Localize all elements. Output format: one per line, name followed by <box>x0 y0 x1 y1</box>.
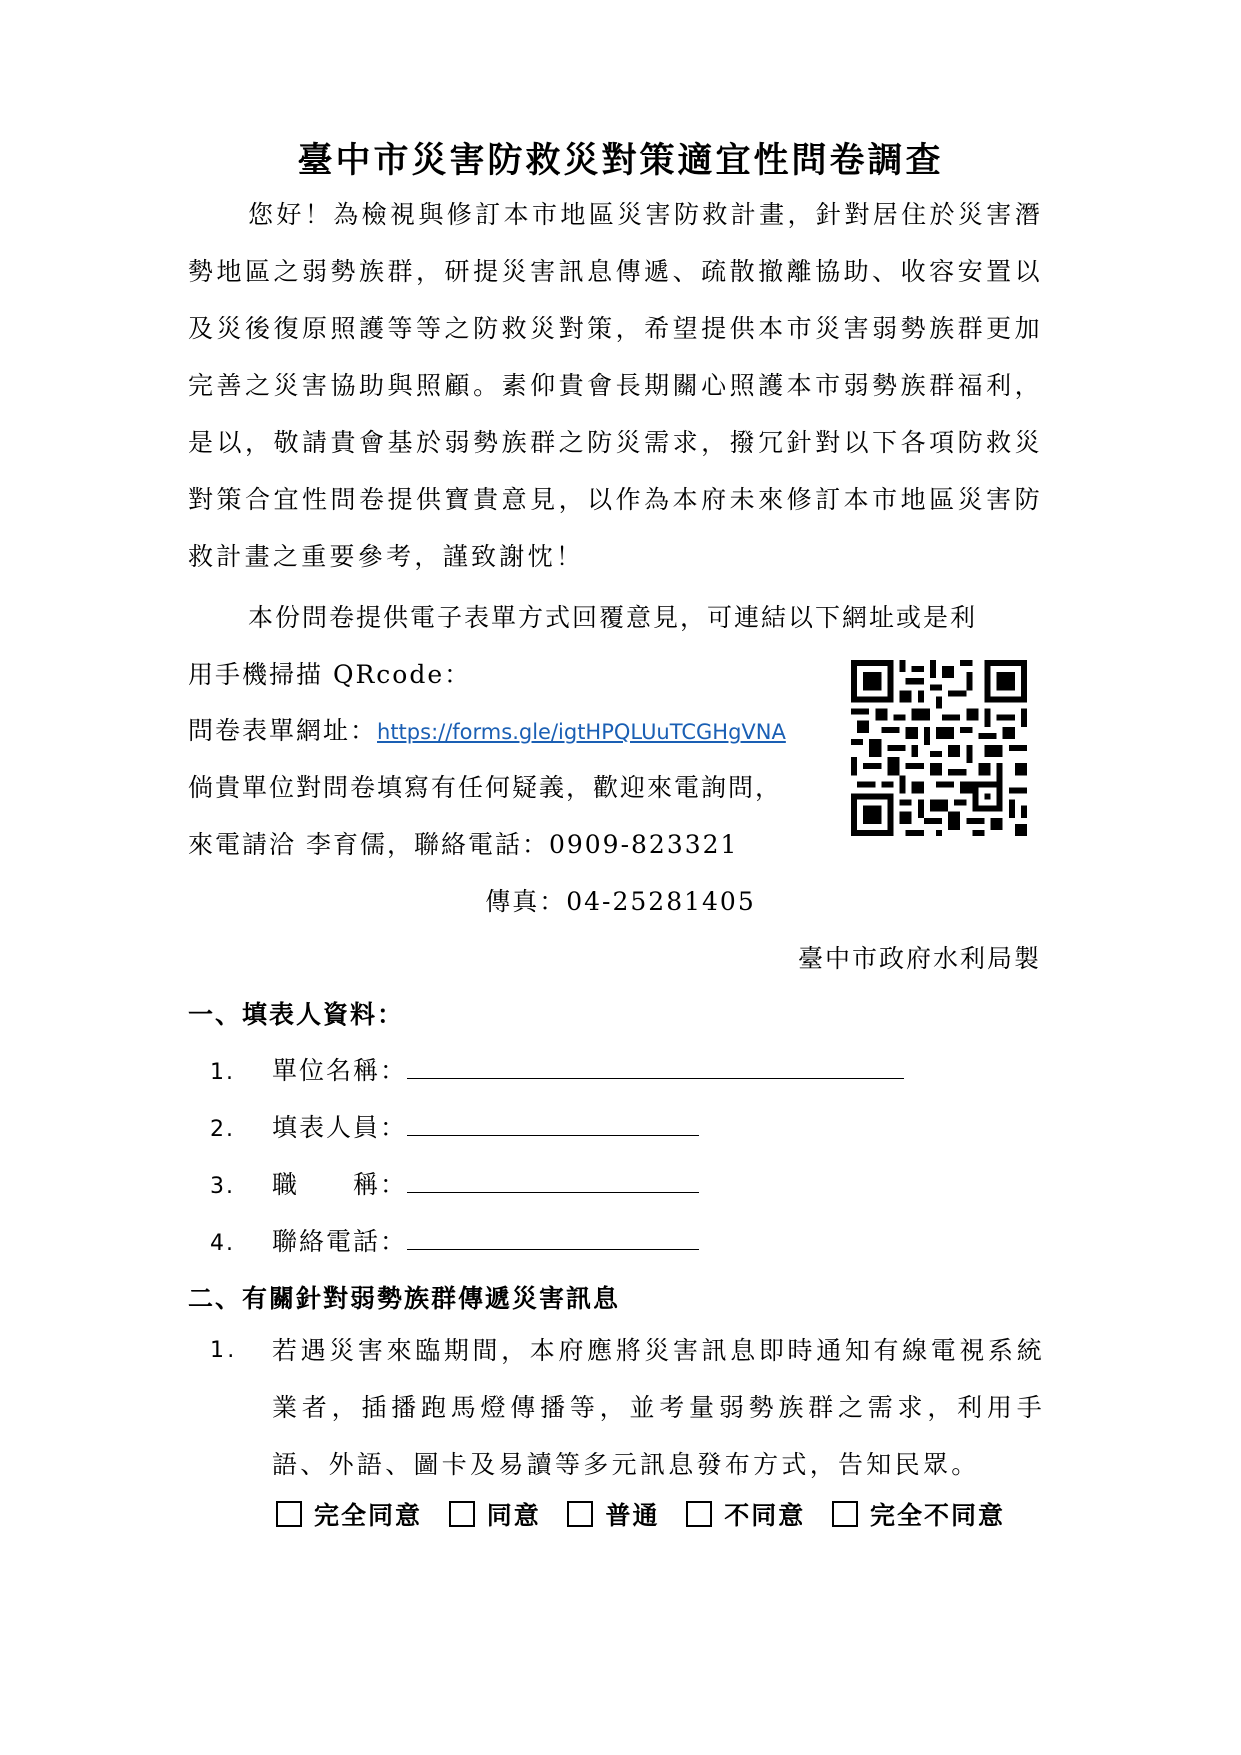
checkbox-strongly-agree[interactable] <box>276 1501 302 1527</box>
contact-line: 來電請洽 李育儒，聯絡電話：0909-823321 <box>188 830 739 859</box>
respondent-input[interactable] <box>407 1111 699 1136</box>
field-job-title <box>210 1165 699 1201</box>
checkbox-disagree[interactable] <box>686 1501 712 1527</box>
field-number: 3. <box>210 1174 235 1199</box>
field-phone <box>210 1222 699 1258</box>
section-2-heading: 二、有關針對弱勢族群傳遞災害訊息 <box>188 1284 621 1313</box>
online-form-line-2: 用手機掃描 QRcode： <box>188 660 472 689</box>
checkbox-agree[interactable] <box>449 1501 475 1527</box>
form-url-link[interactable]: https://forms.gle/igtHPQLUuTCGHgVNA <box>377 720 786 744</box>
field-label: 聯絡電話： <box>272 1227 408 1256</box>
online-form-line-1: 本份問卷提供電子表單方式回覆意見，可連結以下網址或是利 <box>248 603 978 632</box>
field-number: 1. <box>210 1060 235 1085</box>
field-label: 職 稱： <box>272 1170 408 1199</box>
page-title: 臺中市災害防救災對策適宜性問卷調查 <box>297 141 944 181</box>
option-label: 不同意 <box>724 1501 806 1530</box>
checkbox-strongly-disagree[interactable] <box>832 1501 858 1527</box>
field-respondent <box>210 1108 699 1144</box>
field-label: 填表人員： <box>272 1113 408 1142</box>
field-number: 2. <box>210 1117 235 1142</box>
field-label: 單位名稱： <box>272 1056 408 1085</box>
form-url-row <box>188 711 786 747</box>
option-label: 完全不同意 <box>869 1501 1005 1530</box>
question-number: 1. <box>210 1338 238 1363</box>
option-label: 同意 <box>486 1501 541 1530</box>
form-url-label: 問卷表單網址： <box>188 716 378 745</box>
question-text: 若遇災害來臨期間，本府應將災害訊息即時通知有線電視系統業者，插播跑馬燈傳播等，並考量弱勢族群之需求，利用手語、外語、圖卡及易讀等多元訊息發布方式，告知民眾。 <box>272 1336 1045 1479</box>
option-label: 完全同意 <box>314 1501 423 1530</box>
unit-name-input[interactable] <box>407 1054 904 1079</box>
question-1-options <box>272 1496 1017 1532</box>
fax-line: 傳真：04-25281405 <box>485 887 756 916</box>
inquiry-line: 倘貴單位對問卷填寫有任何疑義，歡迎來電詢問， <box>188 773 783 802</box>
question-1 <box>210 1322 1045 1493</box>
field-number: 4. <box>210 1231 235 1256</box>
job-title-input[interactable] <box>407 1168 699 1193</box>
issuer-line: 臺中市政府水利局製 <box>797 944 1041 973</box>
qr-code-icon <box>851 660 1027 836</box>
section-1-heading: 一、填表人資料： <box>188 1000 405 1029</box>
checkbox-neutral[interactable] <box>567 1501 593 1527</box>
phone-input[interactable] <box>407 1225 699 1250</box>
field-unit-name <box>210 1051 904 1087</box>
option-label: 普通 <box>605 1501 660 1530</box>
intro-paragraph: 您好！為檢視與修訂本市地區災害防救計畫，針對居住於災害潛勢地區之弱勢族群，研提災害訊息傳遞、疏散撤離協助、收容安置以及災後復原照護等等之防救災對策，希望提供本市災害弱勢族群更加完善之災害協助與照顧。素仰貴會長期關心照護本市弱勢族群福利，是以，敬請貴會基於弱勢族群之防災需求，撥冗針對以下各項防救災對策合宜性問卷提供寶貴意見，以作為本府未來修訂本市地區災害防救計畫之重要參考，謹致謝忱！ <box>188 200 1043 571</box>
